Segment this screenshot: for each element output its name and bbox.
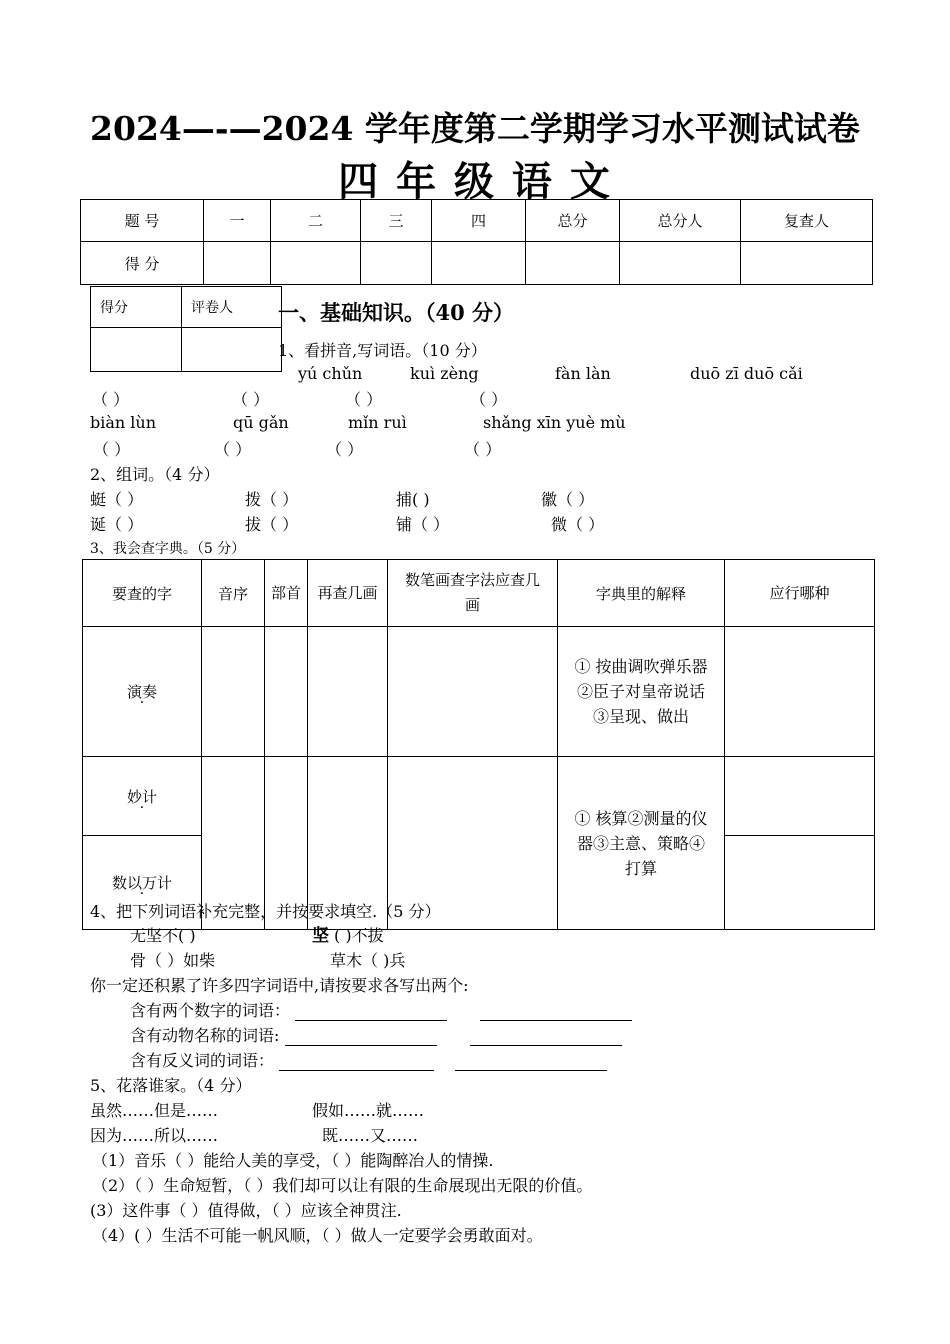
q4-title: 4、把下列词语补充完整，并按要求填空.（5 分） [90,902,441,921]
dict-word-cell [83,627,202,757]
q5-option: 虽然……但是…… [90,1101,219,1120]
q1-answer-blank[interactable]: （ ） [92,390,130,409]
q1-pinyin: mǐn ruì [348,413,407,432]
q4-idiom[interactable]: 骨（ ）如柴 [130,951,216,970]
q1-answer-blank[interactable]: （ ） [345,390,383,409]
q1-title: 1、看拼音,写词语。（10 分） [278,341,487,360]
q2-item[interactable]: 蜓（ ） [90,490,144,509]
answer-line[interactable] [470,1029,622,1046]
q1-answer-blank[interactable]: （ ） [326,440,364,459]
q1-answer-blank[interactable]: （ ） [214,440,252,459]
score-header-cell: 总分 [526,200,620,242]
grader-score-cell[interactable] [91,328,182,372]
q1-pinyin: qū gǎn [233,413,289,432]
answer-line[interactable] [285,1029,437,1046]
dictionary-table [82,559,875,930]
answer-line[interactable] [480,1004,632,1021]
q2-title: 2、组词。（4 分） [90,465,220,484]
score-header-cell: 三 [361,200,432,242]
q1-pinyin: kuì zèng [410,364,479,383]
score-header-cell: 四 [432,200,526,242]
dict-word-cell [83,757,202,836]
q4-requirement: 含有动物名称的词语: [130,1026,280,1045]
score-input-cell[interactable] [526,242,620,285]
q5-sentence[interactable]: （2）（ ）生命短暂，（ ）我们却可以让有限的生命展现出无限的价值。 [92,1176,593,1195]
grader-name-label: 评卷人 [182,287,282,328]
q2-item[interactable]: 徽（ ） [541,490,595,509]
score-input-cell[interactable] [204,242,271,285]
q4-idiom[interactable]: 无坚不( ) [130,926,196,945]
dict-word: 妙计 [126,787,157,806]
q1-pinyin: fàn làn [555,364,611,383]
q5-option: 既……又…… [322,1126,419,1145]
score-input-cell[interactable] [741,242,873,285]
score-header-cell: 题 号 [81,200,204,242]
q1-answer-blank[interactable]: （ ） [93,440,131,459]
answer-line[interactable] [295,1004,447,1021]
q1-answer-blank[interactable]: （ ） [470,390,508,409]
q4-idiom[interactable]: ( )不拔 [334,926,384,945]
q2-item[interactable]: 捕( ) [396,490,430,509]
q5-option: 假如……就…… [312,1101,425,1120]
q4-requirement: 含有两个数字的词语： [130,1001,291,1020]
dict-word: 数以万计 [111,874,172,892]
dict-input-cell[interactable] [725,757,875,836]
q2-item[interactable]: 微（ ） [551,515,605,534]
q1-answer-blank[interactable]: （ ） [464,440,502,459]
q1-pinyin: yú chǔn [298,364,363,383]
dict-header: 再查几画 [308,560,388,627]
q1-pinyin: shǎng xīn yuè mù [483,413,626,432]
score-table [80,199,873,285]
q3-title: 3、我会查字典。（5 分） [90,541,246,557]
q4-requirement: 含有反义词的词语： [130,1051,275,1070]
dict-header: 音序 [202,560,265,627]
exam-subtitle: 四 年 级 语 文 [338,158,612,205]
q5-title: 5、花落谁家。（4 分） [90,1076,252,1095]
dict-word: 演奏 [126,683,157,701]
dict-explanation: ① 核算②测量的仪器③主意、策略④打算 [558,757,725,930]
dict-header: 要查的字 [83,560,202,627]
dict-explanation: ① 按曲调吹弹乐器②臣子对皇帝说话③呈现、做出 [558,627,725,757]
q2-item[interactable]: 拨（ ） [245,490,299,509]
q5-option: 因为……所以…… [90,1126,219,1145]
q2-item[interactable]: 拔（ ） [245,515,299,534]
q5-sentence[interactable]: （1）音乐（ ）能给人美的享受，（ ）能陶醉冶人的情操. [92,1151,494,1170]
score-input-cell[interactable] [620,242,741,285]
dict-input-cell[interactable] [725,627,875,757]
dict-input-cell[interactable] [308,627,388,757]
q4-idiom-char: 坚 [312,926,329,946]
dict-header: 应行哪种 [725,560,875,627]
grader-score-label: 得分 [91,287,182,328]
answer-line[interactable] [279,1054,434,1071]
score-header-cell: 二 [271,200,361,242]
q5-sentence[interactable]: （4）( ）生活不可能一帆风顺，（ ）做人一定要学会勇敢面对。 [92,1226,543,1245]
q2-item[interactable]: 铺（ ） [396,515,450,534]
dict-input-cell[interactable] [725,836,875,930]
q1-answer-blank[interactable]: （ ） [232,390,270,409]
score-input-cell[interactable] [432,242,526,285]
score-header-cell: 总分人 [620,200,741,242]
section-heading: 一、基础知识。（40 分） [278,300,515,325]
q4-intro: 你一定还积累了许多四字词语中,请按要求各写出两个: [90,976,469,995]
grader-name-cell[interactable] [182,328,282,372]
q5-sentence[interactable]: (3）这件事（ ）值得做，（ ）应该全神贯注. [90,1201,402,1220]
q4-idiom[interactable]: 草木（ )兵 [330,951,406,970]
grader-box [90,286,282,372]
dict-input-cell[interactable] [388,627,558,757]
score-header-cell: 一 [204,200,271,242]
answer-line[interactable] [455,1054,607,1071]
dict-input-cell[interactable] [202,627,265,757]
exam-title: 2024—-—2024 学年度第二学期学习水平测试试卷 [90,109,860,148]
score-input-cell[interactable] [271,242,361,285]
dict-header: 字典里的解释 [558,560,725,627]
dict-header: 数笔画查字法应查几画 [388,560,558,627]
q1-pinyin: duō zī duō cǎi [690,364,803,383]
dict-header: 部首 [265,560,308,627]
score-input-cell[interactable] [361,242,432,285]
score-row-label: 得 分 [81,242,204,285]
q1-pinyin: biàn lùn [90,413,157,432]
score-header-cell: 复查人 [741,200,873,242]
dict-input-cell[interactable] [265,627,308,757]
q2-item[interactable]: 诞（ ） [90,515,144,534]
